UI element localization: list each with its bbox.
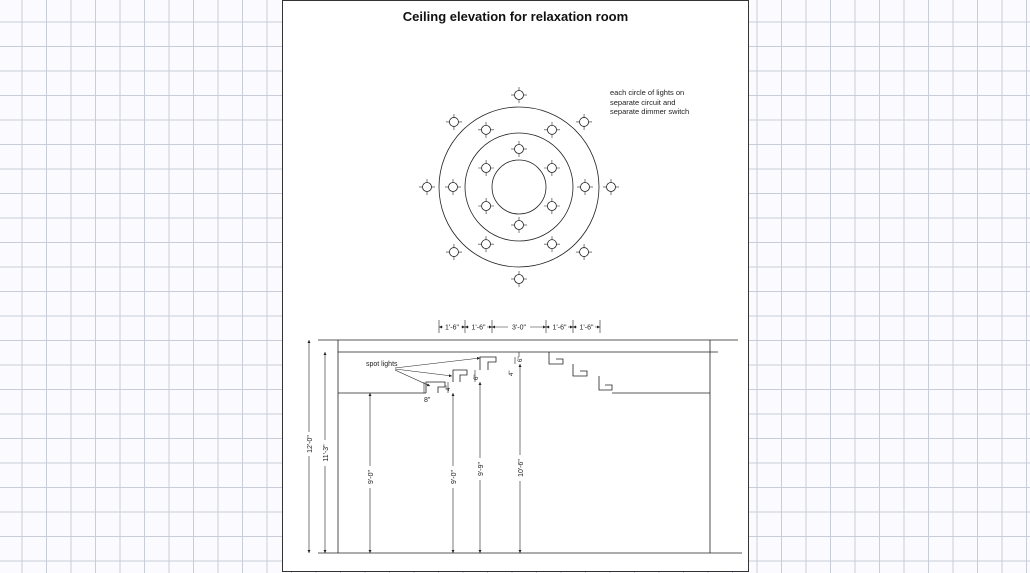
cove-left-1 (426, 382, 445, 393)
plan-dim-5: 1'-6" (579, 324, 594, 332)
dim-soffit: 8" (424, 397, 431, 404)
light-fixtures (419, 87, 619, 287)
plan-dim-3: 3'-0" (512, 324, 526, 332)
spot-lights-label: spot lights (366, 361, 398, 368)
light-fixture-middle (544, 236, 560, 252)
light-fixture-middle (478, 236, 494, 252)
cove-right-1 (549, 352, 563, 364)
dim-cove-d: 6" (518, 356, 524, 362)
dim-ceiling-top: 11'-3" (323, 444, 330, 462)
dim-step-one: 9'-0" (451, 470, 458, 484)
outer-ring (439, 107, 599, 267)
note-line-3: separate dimmer switch (610, 107, 690, 116)
section-view (304, 340, 742, 553)
plan-dim-1: 1'-6" (445, 324, 459, 332)
ceiling-plan (419, 87, 619, 287)
light-fixture-inner (544, 198, 560, 214)
light-fixture-inner (511, 217, 527, 233)
light-fixture-inner (478, 198, 494, 214)
light-fixture-middle (577, 179, 593, 195)
dim-cove-a: 4" (446, 385, 452, 391)
note-line-1: each circle of lights on (610, 88, 685, 97)
light-fixture-outer (511, 87, 527, 103)
light-fixture-middle (445, 179, 461, 195)
plan-dim-2: 1'-6" (471, 324, 486, 332)
light-fixture-inner (511, 141, 527, 157)
light-fixture-inner (478, 160, 494, 176)
cove-right-2 (573, 364, 587, 376)
light-fixture-outer (446, 114, 462, 130)
dim-wall-height: 12'-0" (307, 435, 314, 453)
light-fixture-outer (576, 244, 592, 260)
plan-dim-4: 1'-6" (552, 324, 567, 332)
dim-cove-b: 6" (474, 374, 480, 380)
light-fixture-middle (544, 122, 560, 138)
dim-step-two: 9'-9" (478, 462, 485, 476)
light-fixture-outer (511, 271, 527, 287)
dim-ceiling-low: 9'-0" (368, 470, 375, 484)
light-fixture-outer (419, 179, 435, 195)
light-fixture-middle (478, 122, 494, 138)
cove-right-3 (599, 376, 612, 390)
light-fixture-outer (446, 244, 462, 260)
plan-dimension-string (439, 320, 600, 333)
dim-cove-c: 4" (509, 370, 515, 376)
note-line-2: separate circuit and (610, 97, 676, 107)
light-fixture-inner (544, 160, 560, 176)
section-dimensions (304, 340, 525, 553)
light-fixture-outer (576, 114, 592, 130)
cove-left-3 (480, 357, 496, 370)
light-fixture-outer (603, 179, 619, 195)
dim-step-three: 10'-6" (518, 459, 525, 477)
cove-left-2 (453, 370, 467, 382)
inner-ring (492, 160, 546, 214)
drawing-title: Ceiling elevation for relaxation room (402, 9, 629, 24)
